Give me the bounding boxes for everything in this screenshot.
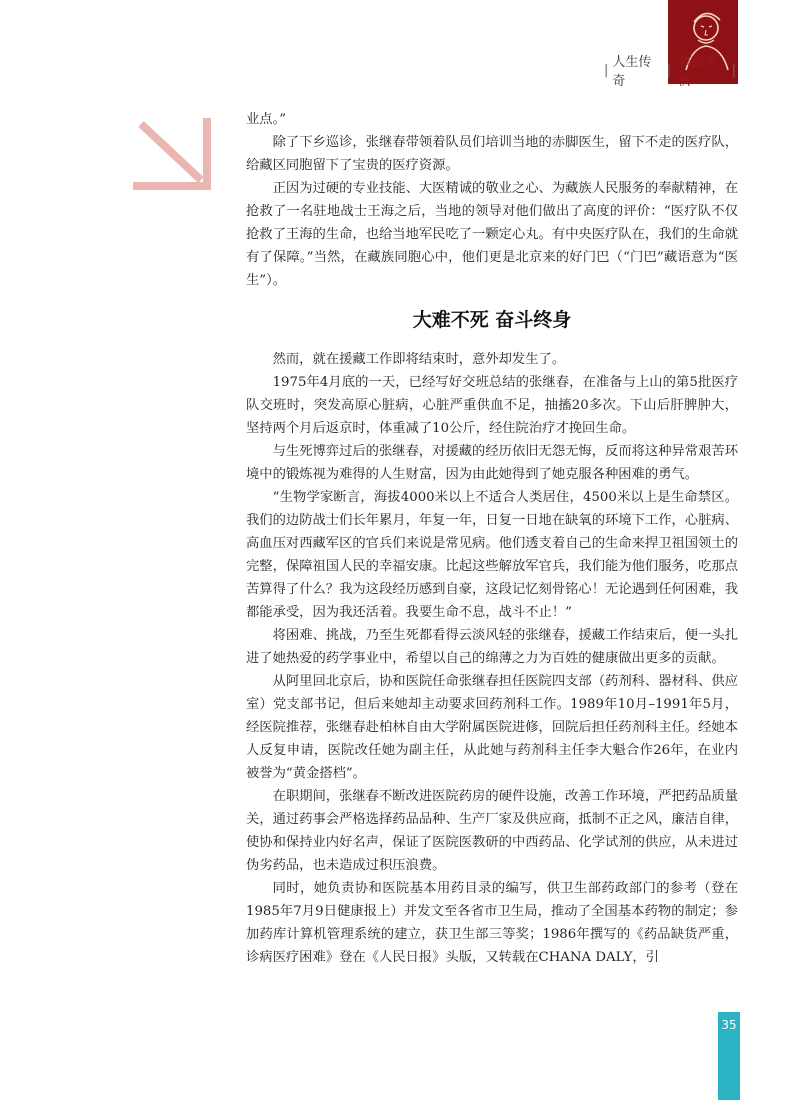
header-divider: | <box>604 62 609 78</box>
page-number: 35 <box>721 1018 737 1032</box>
header-divider: | <box>731 62 736 78</box>
section-label: 人生传奇 <box>612 55 652 89</box>
paragraph: “生物学家断言，海拔4000米以上不适合人类居住，4500米以上是生命禁区。我们的边防战士们长年累月，年复一年，日复一日地在缺氧的环境下工作，心脏病、高血压对西藏军区的官兵们来说是常见病。他们透支着自己的生命来捍卫祖国领土的完整，保障祖国人民的幸福安康。比起这些解放军官兵，我们能为他们服务，吃那点苦算得了什么？我为这段经历感到自豪，这段记忆刻骨铭心！无论遇到任何困难，我都能承受，因为我还活着。我要生命不息，战斗不止！” <box>246 490 738 620</box>
paragraph: 同时，她负责协和医院基本用药目录的编写，供卫生部药政部门的参考（登在1985年7月9日健康报上）并发文至各省市卫生局，推动了全国基本药物的制定；参加药库计算机管理系统的建立，获卫生部三等奖；1986年撰写的《药品缺货严重，诊病医疗困难》登在《人民日报》头版，又转载在CHANA DALY，引 <box>246 881 738 965</box>
article-body <box>246 108 738 969</box>
paragraph: 除了下乡巡诊，张继春带领着队员们培训当地的赤脚医生，留下不走的医疗队，给藏区同胞留下了宝贵的医疗资源。 <box>246 135 738 173</box>
paragraph: 然而，就在援藏工作即将结束时，意外却发生了。 <box>272 352 566 367</box>
paragraph: 将困难、挑战，乃至生死都看得云淡风轻的张继春，援藏工作结束后，便一头扎进了她热爱的药学事业中，希望以自己的绵薄之力为百姓的健康做出更多的贡献。 <box>246 628 738 666</box>
running-header <box>600 55 740 89</box>
paragraph: 与生死博弈过后的张继春，对援藏的经历依旧无怨无悔，反而将这种异常艰苦环境中的锻炼视为难得的人生财富，因为由此她得到了她克服各种困难的勇气。 <box>246 444 738 482</box>
header-divider: | <box>666 62 672 78</box>
paragraph: 在职期间，张继春不断改进医院药房的硬件设施，改善工作环境，严把药品质量关，通过药事会严格选择药品品种、生产厂家及供应商，抵制不正之风，廉洁自律，使协和保持业内好名声，保证了医院医教研的中西药品、化学试剂的供应，从未进过伪劣药品，也未造成过积压浪费。 <box>246 789 738 873</box>
magazine-title: 無疆春秋 <box>677 55 717 89</box>
paragraph: 业点。” <box>246 112 287 127</box>
paragraph: 从阿里回北京后，协和医院任命张继春担任医院四支部（药剂科、器材科、供应室）党支部书记，但后来她却主动要求回药剂科工作。1989年10月–1991年5月，经医院推荐，张继春赴柏林自由大学附属医院进修，回院后担任药剂科主任。经她本人反复申请，医院改任她为副主任，从此她与药剂科主任李大魁合作26年，在业内被誉为“黄金搭档”。 <box>246 674 738 781</box>
section-heading: 大难不死 奋斗终身 <box>412 309 572 331</box>
paragraph: 1975年4月底的一天，已经写好交班总结的张继春，在准备与上山的第5批医疗队交班时，突发高原心脏病，心脏严重供血不足，抽搐20多次。下山后肝脾肿大，坚持两个月后返京时，体重减了10公斤，经住院治疗才挽回生命。 <box>246 375 738 436</box>
decorative-arrow-icon <box>133 118 215 198</box>
paragraph: 正因为过硬的专业技能、大医精诚的敬业之心、为藏族人民服务的奉献精神，在抢救了一名驻地战士王海之后，当地的领导对他们做出了高度的评价：“医疗队不仅抢救了王海的生命，也给当地军民吃了一颗定心丸。有中央医疗队在，我们的生命就有了保障。”当然，在藏族同胞心中，他们更是北京来的好门巴（“门巴”藏语意为“医生”）。 <box>246 181 738 288</box>
